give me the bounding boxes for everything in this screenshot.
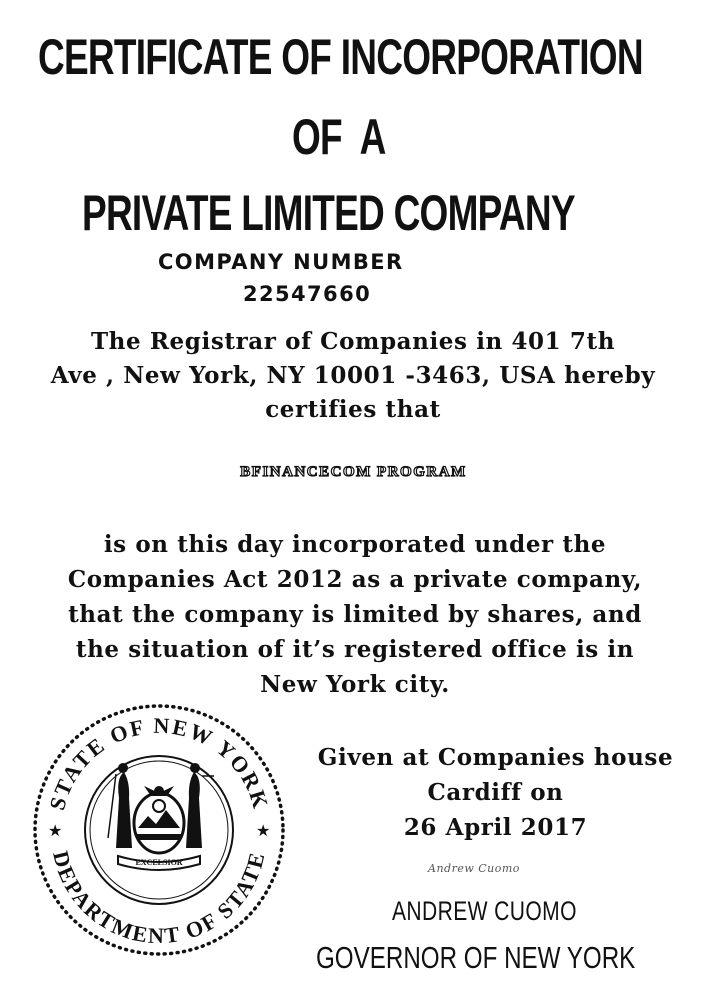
state-seal-icon <box>24 698 294 958</box>
incorporation-line: the situation of it’s registered office is in <box>75 636 635 663</box>
certificate-title-line-1: CERTIFICATE OF INCORPORATION <box>38 29 643 85</box>
given-at-statement <box>293 740 698 845</box>
given-line: Given at Companies house <box>317 744 674 771</box>
certificate-title-line-3: PRIVATE LIMITED COMPANY <box>82 185 575 241</box>
svg-text:★: ★ <box>256 821 271 840</box>
incorporation-line: Companies Act 2012 as a private company, <box>67 566 643 593</box>
registrar-line: The Registrar of Companies in 401 7th <box>90 328 616 355</box>
registrar-line: Ave , New York, NY 10001 -3463, USA hereby <box>50 362 656 389</box>
company-number-label: COMPANY NUMBER <box>158 250 404 274</box>
given-line: 26 April 2017 <box>403 814 588 841</box>
seal-banner-text: EXCELSIOR <box>135 858 183 867</box>
certificate-title-line-2: OF A <box>292 109 386 165</box>
given-line: Cardiff on <box>427 779 564 806</box>
company-number-value: 22547660 <box>243 282 372 306</box>
company-name: BFINANCECOM PROGRAM <box>240 464 467 480</box>
incorporation-line: New York city. <box>260 671 450 698</box>
svg-text:★: ★ <box>48 821 63 840</box>
incorporation-line: is on this day incorporated under the <box>103 531 607 558</box>
seal-top-text: STATE OF NEW YORK <box>44 712 274 813</box>
handwritten-signature: Andrew Cuomo <box>428 862 520 875</box>
signatory-title: GOVERNOR OF NEW YORK <box>316 940 636 975</box>
signatory-name: ANDREW CUOMO <box>392 896 577 926</box>
registrar-line: certifies that <box>265 396 441 423</box>
incorporation-statement <box>10 527 700 702</box>
incorporation-line: that the company is limited by shares, and <box>68 601 642 628</box>
registrar-statement <box>8 325 698 427</box>
seal-bottom-text: DEPARTMENT OF STATE <box>48 848 270 949</box>
